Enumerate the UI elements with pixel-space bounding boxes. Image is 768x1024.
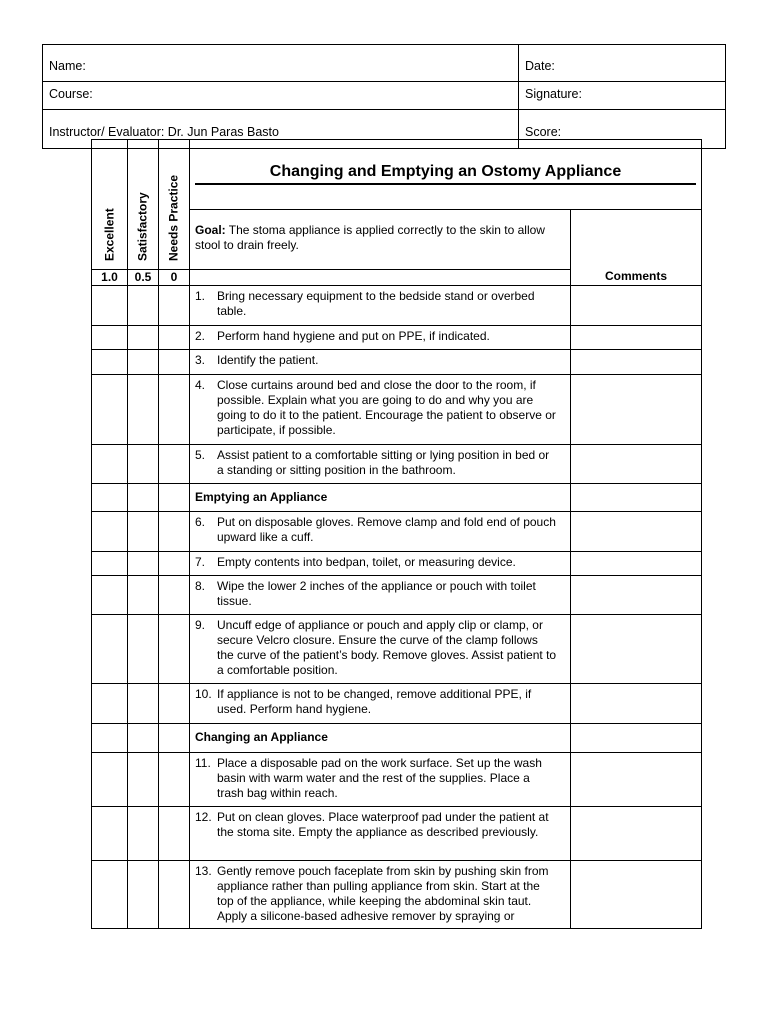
table-row: [92, 861, 702, 929]
check-excellent[interactable]: [92, 350, 128, 375]
table-row: [92, 512, 702, 552]
comment-cell[interactable]: [571, 286, 702, 326]
step-text: 6. Put on disposable gloves. Remove clamp and fold end of pouch upward like a cuff.: [190, 512, 571, 552]
check-satisfactory[interactable]: [128, 615, 159, 684]
check-satisfactory[interactable]: [128, 326, 159, 350]
score-field[interactable]: Score:: [519, 110, 726, 149]
check-excellent[interactable]: [92, 753, 128, 807]
check-satisfactory[interactable]: [128, 350, 159, 375]
check-needs-practice[interactable]: [159, 861, 190, 929]
checklist-title: Changing and Emptying an Ostomy Appliance: [195, 164, 696, 185]
comment-cell[interactable]: [571, 615, 702, 684]
step-text: 4. Close curtains around bed and close the door to the room, if possible. Explain what you are going to do and why you are going to do it to the patient. Encourage the patient to observe or participate, if possible.: [190, 375, 571, 445]
table-row: [92, 375, 702, 445]
check-needs-practice[interactable]: [159, 753, 190, 807]
table-row: [92, 326, 702, 350]
comment-cell[interactable]: [571, 576, 702, 615]
date-field[interactable]: Date:: [519, 45, 726, 82]
check-needs-practice[interactable]: [159, 326, 190, 350]
table-row: [92, 753, 702, 807]
step-text: 7. Empty contents into bedpan, toilet, or measuring device.: [190, 552, 571, 576]
check-needs-practice[interactable]: [159, 286, 190, 326]
table-row: [92, 350, 702, 375]
step-text: 5. Assist patient to a comfortable sitting or lying position in bed or a standing or sitting position in the bathroom.: [190, 445, 571, 484]
step-text: 12. Put on clean gloves. Place waterproof pad under the patient at the stoma site. Empty the appliance as described previously.: [190, 807, 571, 861]
comment-cell[interactable]: [571, 684, 702, 724]
step-text: 1. Bring necessary equipment to the bedside stand or overbed table.: [190, 286, 571, 326]
course-field[interactable]: Course:: [43, 82, 519, 110]
score-excellent: 1.0: [92, 270, 128, 286]
check-needs-practice[interactable]: [159, 375, 190, 445]
comment-cell[interactable]: [571, 753, 702, 807]
checklist-title-cell: [190, 140, 702, 210]
instructor-field: Instructor/ Evaluator: Dr. Jun Paras Basto: [43, 110, 519, 149]
comment-cell[interactable]: [571, 807, 702, 861]
check-satisfactory[interactable]: [128, 445, 159, 484]
check-satisfactory[interactable]: [128, 807, 159, 861]
score-needs-practice: 0: [159, 270, 190, 286]
section-row: [92, 724, 702, 753]
step-text: 13. Gently remove pouch faceplate from skin by pushing skin from appliance rather than pulling appliance from skin. Start at the top of the appliance, while keeping the abdominal skin taut. Apply a silicone-based adhesive remover by spraying or: [190, 861, 571, 929]
comment-cell[interactable]: [571, 350, 702, 375]
signature-field[interactable]: Signature:: [519, 82, 726, 110]
step-text: 10. If appliance is not to be changed, remove additional PPE, if used. Perform hand hygiene.: [190, 684, 571, 724]
check-needs-practice[interactable]: [159, 512, 190, 552]
check-needs-practice[interactable]: [159, 615, 190, 684]
check-satisfactory[interactable]: [128, 861, 159, 929]
needs-practice-column-header: Needs Practice: [159, 140, 190, 270]
table-row: [92, 807, 702, 861]
check-needs-practice[interactable]: [159, 445, 190, 484]
check-excellent[interactable]: [92, 375, 128, 445]
step-text: 9. Uncuff edge of appliance or pouch and apply clip or clamp, or secure Velcro closure. Ensure the curve of the clamp follows the curve of the patient’s body. Remove gloves. Assist patient to a comfortable position.: [190, 615, 571, 684]
step-text: 8. Wipe the lower 2 inches of the appliance or pouch with toilet tissue.: [190, 576, 571, 615]
satisfactory-column-header: Satisfactory: [128, 140, 159, 270]
comment-cell[interactable]: [571, 375, 702, 445]
check-excellent[interactable]: [92, 615, 128, 684]
comment-cell[interactable]: [571, 861, 702, 929]
comments-column-header: Comments: [571, 210, 702, 286]
step-text: 2. Perform hand hygiene and put on PPE, if indicated.: [190, 326, 571, 350]
check-satisfactory[interactable]: [128, 684, 159, 724]
check-needs-practice[interactable]: [159, 684, 190, 724]
check-satisfactory[interactable]: [128, 512, 159, 552]
check-satisfactory[interactable]: [128, 576, 159, 615]
section-heading-changing: Changing an Appliance: [190, 724, 571, 753]
student-info-table: [42, 44, 726, 149]
check-excellent[interactable]: [92, 326, 128, 350]
check-excellent[interactable]: [92, 807, 128, 861]
step-text: 3. Identify the patient.: [190, 350, 571, 375]
name-field[interactable]: Name:: [43, 45, 519, 82]
table-row: [92, 552, 702, 576]
comment-cell[interactable]: [571, 552, 702, 576]
comment-cell[interactable]: [571, 512, 702, 552]
check-excellent[interactable]: [92, 861, 128, 929]
table-row: [92, 445, 702, 484]
goal-statement: Goal: The stoma appliance is applied correctly to the skin to allow stool to drain freely.: [190, 210, 571, 270]
table-row: [92, 684, 702, 724]
check-excellent[interactable]: [92, 684, 128, 724]
check-needs-practice[interactable]: [159, 807, 190, 861]
comment-cell[interactable]: [571, 445, 702, 484]
check-needs-practice[interactable]: [159, 350, 190, 375]
score-satisfactory: 0.5: [128, 270, 159, 286]
step-text: 11. Place a disposable pad on the work surface. Set up the wash basin with warm water and the rest of the supplies. Place a trash bag within reach.: [190, 753, 571, 807]
check-excellent[interactable]: [92, 552, 128, 576]
check-satisfactory[interactable]: [128, 753, 159, 807]
table-row: [92, 576, 702, 615]
check-needs-practice[interactable]: [159, 576, 190, 615]
check-excellent[interactable]: [92, 512, 128, 552]
check-satisfactory[interactable]: [128, 552, 159, 576]
section-row: [92, 484, 702, 512]
check-excellent[interactable]: [92, 445, 128, 484]
check-excellent[interactable]: [92, 286, 128, 326]
comment-cell[interactable]: [571, 326, 702, 350]
check-satisfactory[interactable]: [128, 375, 159, 445]
procedure-checklist-table: [91, 139, 702, 929]
section-heading-emptying: Emptying an Appliance: [190, 484, 571, 512]
table-row: [92, 286, 702, 326]
check-excellent[interactable]: [92, 576, 128, 615]
check-needs-practice[interactable]: [159, 552, 190, 576]
excellent-column-header: Excellent: [92, 140, 128, 270]
score-row-spacer: [190, 270, 571, 286]
check-satisfactory[interactable]: [128, 286, 159, 326]
table-row: [92, 615, 702, 684]
